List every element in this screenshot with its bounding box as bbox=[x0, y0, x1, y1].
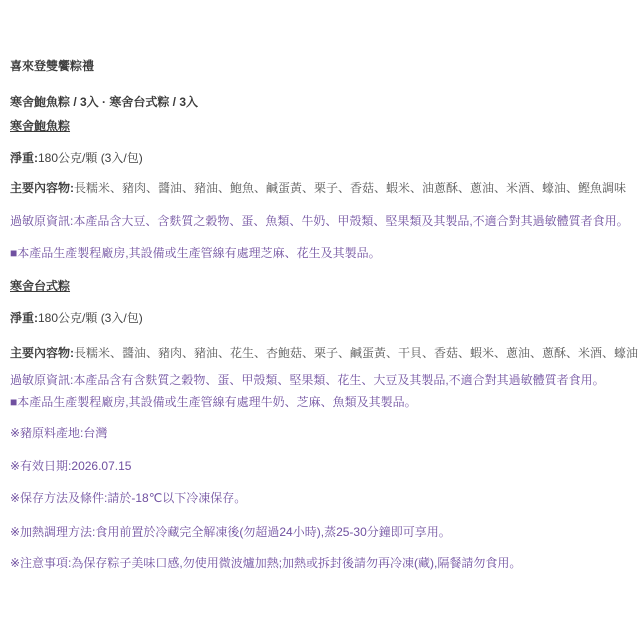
note-storage-method: ※保存方法及條件:請於-18℃以下冷凍保存。 bbox=[10, 491, 247, 505]
page-title: 喜來登雙饗粽禮 bbox=[10, 59, 95, 73]
product-1-name: 寒舍鮑魚粽 bbox=[10, 119, 71, 133]
net-weight-label: 淨重: bbox=[10, 151, 38, 165]
product-1-allergen-info: 過敏原資訊:本產品含大豆、含麩質之穀物、蛋、魚類、牛奶、甲殼類、堅果類及其製品,不適合對其過敏體質者食用。 bbox=[10, 214, 629, 228]
ingredients-value: 長糯米、醬油、豬肉、豬油、花生、杏鮑菇、栗子、鹹蛋黃、干貝、香菇、蝦米、蔥油、蔥酥、米酒、蠔油 bbox=[74, 346, 639, 360]
product-2-facility-note: ■本產品生產製程廠房,其設備或生產管線有處理牛奶、芝麻、魚類及其製品。 bbox=[10, 395, 417, 409]
net-weight-value: 180公克/顆 (3入/包) bbox=[38, 151, 143, 165]
product-2-section-header bbox=[10, 279, 634, 293]
ingredients-label: 主要內容物: bbox=[10, 181, 74, 195]
net-weight-value: 180公克/顆 (3入/包) bbox=[38, 311, 143, 325]
product-1-net-weight-row bbox=[10, 151, 634, 165]
product-2-allergen-info: 過敏原資訊:本產品含有含麩質之穀物、蛋、甲殼類、堅果類、花生、大豆及其製品,不適合對其過敏體質者食用。 bbox=[10, 373, 605, 387]
product-2-net-weight-row bbox=[10, 311, 634, 325]
note-expiry-date: ※有效日期:2026.07.15 bbox=[10, 459, 132, 473]
net-weight-label: 淨重: bbox=[10, 311, 38, 325]
product-1-ingredients-row bbox=[10, 181, 634, 195]
product-1-facility-note: ■本產品生產製程廠房,其設備或生產管線有處理芝麻、花生及其製品。 bbox=[10, 246, 381, 260]
note-precautions: ※注意事項:為保存粽子美味口感,勿使用微波爐加熱;加熱或拆封後請勿再冷凍(藏),隔餐請勿食用。 bbox=[10, 556, 522, 570]
product-2-ingredients-row bbox=[10, 346, 639, 360]
ingredients-value: 長糯米、豬肉、醬油、豬油、鮑魚、鹹蛋黃、栗子、香菇、蝦米、油蔥酥、蔥油、米酒、蠔油、鰹魚調味 bbox=[74, 181, 627, 195]
product-1-section-header bbox=[10, 119, 634, 133]
note-pork-origin: ※豬原料產地:台灣 bbox=[10, 426, 108, 440]
note-heating-instructions: ※加熱調理方法:食用前置於冷藏完全解凍後(勿超過24小時),蒸25-30分鐘即可享用。 bbox=[10, 525, 451, 539]
product-2-name: 寒舍台式粽 bbox=[10, 279, 71, 293]
ingredients-label: 主要內容物: bbox=[10, 346, 74, 360]
pack-summary: 寒舍鮑魚粽 / 3入 · 寒舍台式粽 / 3入 bbox=[10, 95, 199, 109]
